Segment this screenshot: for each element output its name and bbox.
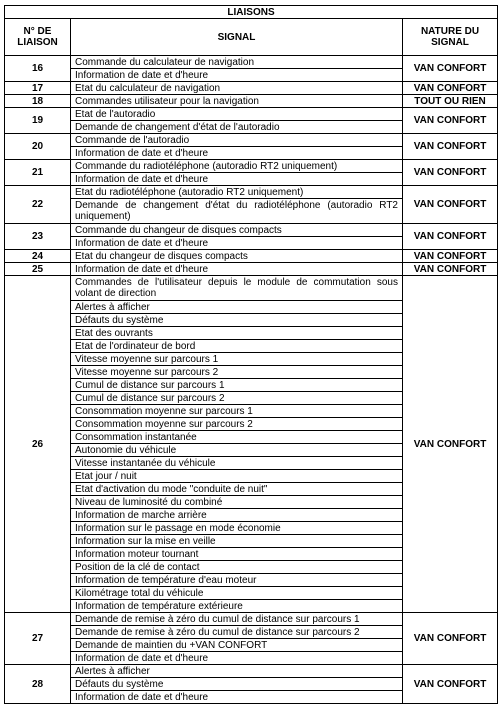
signal-cell: Commande du changeur de disques compacts [71, 224, 403, 237]
header-liaison-number: N° DE LIAISON [5, 19, 71, 56]
signal-cell: Alertes à afficher [71, 301, 403, 314]
signal-cell: Demande de changement d'état de l'autoradio [71, 121, 403, 134]
signal-cell: Etat de l'autoradio [71, 108, 403, 121]
liaison-number: 20 [5, 134, 71, 160]
signal-cell: Demande de maintien du +VAN CONFORT [71, 639, 403, 652]
signal-cell: Commande de l'autoradio [71, 134, 403, 147]
signal-cell: Vitesse instantanée du véhicule [71, 457, 403, 470]
signal-nature: VAN CONFORT [403, 263, 498, 276]
table-row [5, 134, 498, 147]
signal-cell: Alertes à afficher [71, 665, 403, 678]
liaison-number: 21 [5, 160, 71, 186]
signal-cell: Information sur la mise en veille [71, 535, 403, 548]
table-body [5, 56, 498, 704]
signal-nature: VAN CONFORT [403, 276, 498, 613]
signal-cell: Etat d'activation du mode "conduite de nuit" [71, 483, 403, 496]
signal-nature: TOUT OU RIEN [403, 95, 498, 108]
signal-cell: Cumul de distance sur parcours 2 [71, 392, 403, 405]
signal-cell: Consommation moyenne sur parcours 1 [71, 405, 403, 418]
liaison-number: 16 [5, 56, 71, 82]
table-row [5, 263, 498, 276]
signal-cell: Défauts du système [71, 314, 403, 327]
liaison-number: 26 [5, 276, 71, 613]
signal-cell: Information de température d'eau moteur [71, 574, 403, 587]
signal-nature: VAN CONFORT [403, 134, 498, 160]
signal-nature: VAN CONFORT [403, 82, 498, 95]
signal-nature: VAN CONFORT [403, 108, 498, 134]
signal-cell: Cumul de distance sur parcours 1 [71, 379, 403, 392]
signal-nature: VAN CONFORT [403, 224, 498, 250]
liaison-number: 24 [5, 250, 71, 263]
liaison-number: 23 [5, 224, 71, 250]
table-row [5, 665, 498, 678]
table-row [5, 276, 498, 301]
signal-cell: Défauts du système [71, 678, 403, 691]
signal-cell: Information de date et d'heure [71, 263, 403, 276]
liaisons-table [4, 5, 498, 704]
signal-cell: Kilométrage total du véhicule [71, 587, 403, 600]
table-row [5, 82, 498, 95]
signal-cell: Demande de changement d'état du radiotéléphone (autoradio RT2 uniquement) [71, 199, 403, 224]
table-row [5, 250, 498, 263]
liaison-number: 18 [5, 95, 71, 108]
signal-cell: Consommation moyenne sur parcours 2 [71, 418, 403, 431]
signal-cell: Information de date et d'heure [71, 147, 403, 160]
signal-cell: Information de date et d'heure [71, 69, 403, 82]
table-row [5, 613, 498, 626]
table-row [5, 186, 498, 199]
liaison-number: 19 [5, 108, 71, 134]
signal-nature: VAN CONFORT [403, 665, 498, 704]
signal-cell: Information de date et d'heure [71, 173, 403, 186]
signal-cell: Commande du calculateur de navigation [71, 56, 403, 69]
header-signal-nature: NATURE DU SIGNAL [403, 19, 498, 56]
signal-nature: VAN CONFORT [403, 613, 498, 665]
signal-cell: Demande de remise à zéro du cumul de distance sur parcours 2 [71, 626, 403, 639]
liaison-number: 17 [5, 82, 71, 95]
signal-nature: VAN CONFORT [403, 56, 498, 82]
signal-cell: Information de date et d'heure [71, 691, 403, 704]
signal-cell: Etat du changeur de disques compacts [71, 250, 403, 263]
signal-cell: Position de la clé de contact [71, 561, 403, 574]
signal-cell: Commande du radiotéléphone (autoradio RT2 uniquement) [71, 160, 403, 173]
signal-nature: VAN CONFORT [403, 186, 498, 224]
signal-cell: Etat jour / nuit [71, 470, 403, 483]
liaison-number: 28 [5, 665, 71, 704]
signal-cell: Niveau de luminosité du combiné [71, 496, 403, 509]
signal-cell: Information de date et d'heure [71, 652, 403, 665]
signal-cell: Commandes utilisateur pour la navigation [71, 95, 403, 108]
signal-cell: Etat du radiotéléphone (autoradio RT2 uniquement) [71, 186, 403, 199]
header-signal: SIGNAL [71, 19, 403, 56]
signal-cell: Information de température extérieure [71, 600, 403, 613]
signal-cell: Information sur le passage en mode économie [71, 522, 403, 535]
signal-cell: Vitesse moyenne sur parcours 2 [71, 366, 403, 379]
signal-cell: Information de date et d'heure [71, 237, 403, 250]
signal-cell: Demande de remise à zéro du cumul de distance sur parcours 1 [71, 613, 403, 626]
liaison-number: 25 [5, 263, 71, 276]
signal-nature: VAN CONFORT [403, 160, 498, 186]
signal-cell: Consommation instantanée [71, 431, 403, 444]
signal-cell: Information moteur tournant [71, 548, 403, 561]
table-row [5, 108, 498, 121]
signal-cell: Etat des ouvrants [71, 327, 403, 340]
signal-cell: Commandes de l'utilisateur depuis le module de commutation sous volant de direction [71, 276, 403, 301]
table-row [5, 224, 498, 237]
liaison-number: 22 [5, 186, 71, 224]
signal-cell: Etat de l'ordinateur de bord [71, 340, 403, 353]
signal-cell: Etat du calculateur de navigation [71, 82, 403, 95]
table-row [5, 56, 498, 69]
table-row [5, 95, 498, 108]
signal-cell: Autonomie du véhicule [71, 444, 403, 457]
table-caption: LIAISONS [5, 6, 498, 19]
signal-cell: Information de marche arrière [71, 509, 403, 522]
liaison-number: 27 [5, 613, 71, 665]
signal-nature: VAN CONFORT [403, 250, 498, 263]
table-row [5, 160, 498, 173]
signal-cell: Vitesse moyenne sur parcours 1 [71, 353, 403, 366]
